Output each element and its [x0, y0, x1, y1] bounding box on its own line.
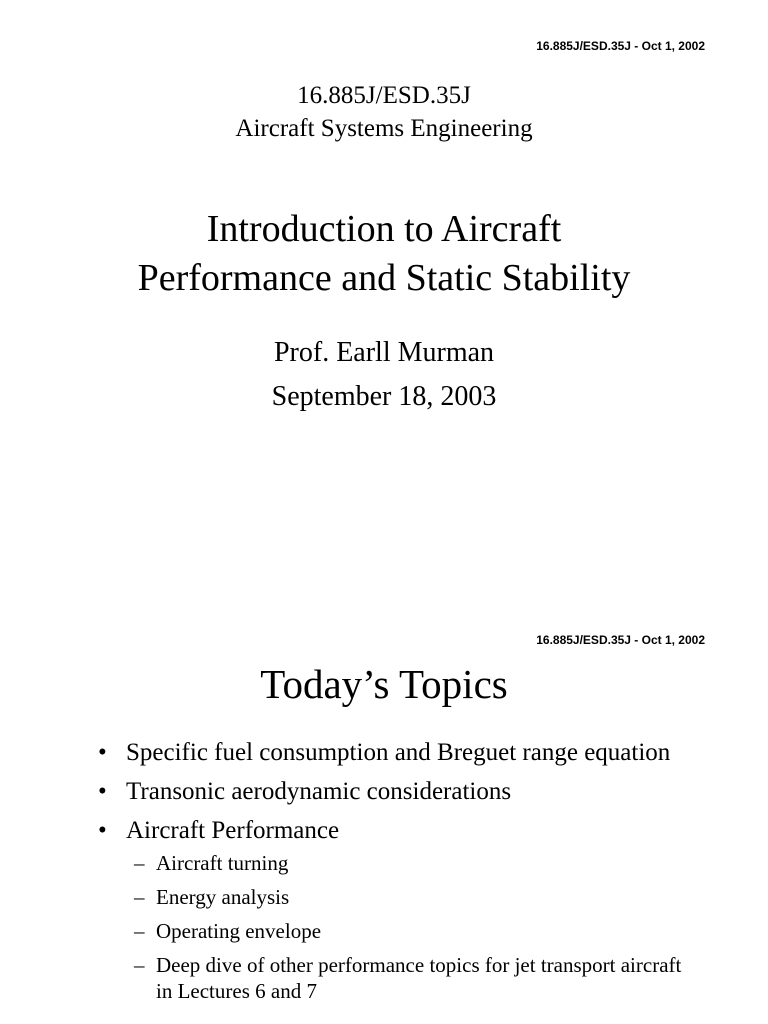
sub-list-item-text: Operating envelope — [156, 919, 322, 943]
slide-header-tag: 16.885J/ESD.35J - Oct 1, 2002 — [536, 633, 705, 647]
list-item-text: Transonic aerodynamic considerations — [126, 778, 512, 805]
topics-slide — [0, 600, 768, 1024]
dash-icon: – — [134, 851, 145, 875]
sub-list-item-text: Energy analysis — [156, 885, 290, 909]
bullet-icon: • — [98, 739, 107, 766]
sub-list-item — [126, 850, 698, 876]
dash-icon: – — [134, 953, 145, 977]
slide-header-tag: 16.885J/ESD.35J - Oct 1, 2002 — [536, 39, 705, 53]
sub-list-item — [126, 952, 698, 1004]
dash-icon: – — [134, 919, 145, 943]
list-item — [98, 736, 698, 769]
list-item — [98, 814, 698, 1004]
sub-list-item-text: Aircraft turning — [156, 851, 289, 875]
topics-list — [98, 736, 698, 1012]
author-name: Prof. Earll Murman — [273, 337, 495, 368]
bullet-icon: • — [98, 778, 107, 805]
lecture-date: September 18, 2003 — [271, 381, 497, 412]
dash-icon: – — [134, 885, 145, 909]
list-item-text: Aircraft Performance — [126, 817, 340, 844]
course-code: 16.885J/ESD.35J — [297, 82, 471, 109]
sub-list-item — [126, 918, 698, 944]
slide-title-line-2: Performance and Static Stability — [137, 257, 631, 299]
list-item-text: Specific fuel consumption and Breguet range equation — [126, 739, 671, 766]
sub-list-item — [126, 884, 698, 910]
list-item — [98, 775, 698, 808]
sub-topics-list — [126, 850, 698, 1004]
slide-title-line-1: Introduction to Aircraft — [206, 208, 562, 250]
course-name: Aircraft Systems Engineering — [235, 115, 533, 142]
bullet-icon: • — [98, 817, 107, 844]
slide-title: Today’s Topics — [260, 661, 508, 707]
sub-list-item-text: Deep dive of other performance topics for jet transport aircraft in Lectures 6 and 7 — [156, 953, 682, 1003]
